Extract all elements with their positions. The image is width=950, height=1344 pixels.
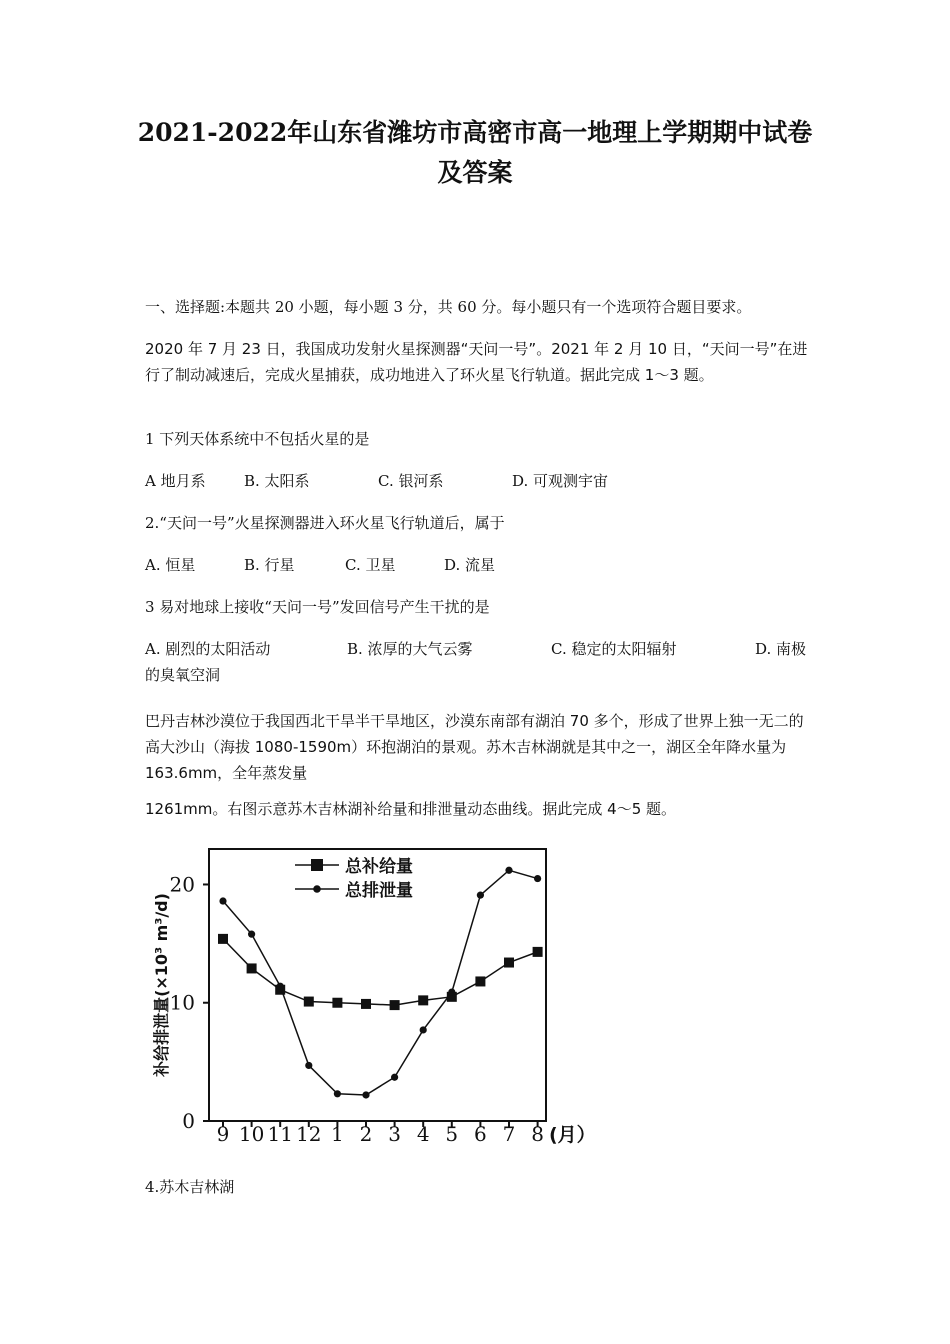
y-tick-label-1: 10 [169,990,195,1015]
discharge-point-3 [305,1062,312,1069]
section-heading: 一、选择题:本题共 20 小题，每小题 3 分，共 60 分。每小题只有一个选项符合题目要求。 [145,298,752,316]
supply-point-11 [533,947,543,957]
question-3-stem: 3 易对地球上接收“天问一号”发回信号产生干扰的是 [145,598,490,616]
supply-point-6 [390,1000,400,1010]
passage-2: 巴丹吉林沙漠位于我国西北干旱半干旱地区，沙漠东南部有湖泊 70 多个，形成了世界上独一无二的高大沙山（海拔 1080-1590m）环抱湖泊的景观。苏木吉林湖就是其中之一，湖区全年降水量为 163.6mm，全年蒸发量 [145,712,804,782]
legend-marker-supply [311,859,323,871]
series-layer [218,867,543,1099]
y-axis-label: 补给排泄量(×10³ m³/d) [152,893,171,1077]
legend-label-supply: 总补给量 [345,857,413,877]
q3-option-c: C. 稳定的太阳辐射 [551,640,677,658]
q1-option-d: D. 可观测宇宙 [512,472,609,490]
q2-option-b: B. 行星 [244,556,295,574]
discharge-point-1 [248,931,255,938]
lake-balance-chart [145,843,596,1148]
supply-point-3 [304,997,314,1007]
q1-option-b: B. 太阳系 [244,472,310,490]
x-tick-label-2: 11 [267,1122,293,1146]
y-tick-label-0: 0 [182,1109,195,1133]
document-title-line1: 2021-2022年山东省潍坊市高密市高一地理上学期期中试卷 [137,118,813,147]
supply-point-1 [247,963,257,973]
question-1-options [145,468,810,494]
question-2-stem: 2.“天问一号”火星探测器进入环火星飞行轨道后，属于 [145,514,505,532]
q3-option-b: B. 浓厚的大气云雾 [347,640,473,658]
question-3-options [145,636,810,662]
q2-option-c: C. 卫星 [345,556,396,574]
q2-option-a: A. 恒星 [145,556,196,574]
x-axis-unit: (月） [549,1124,596,1146]
discharge-point-0 [219,897,226,904]
legend-marker-discharge [313,885,321,893]
q3-option-d: D. 南极 [755,640,807,658]
x-tick-label-6: 3 [388,1122,401,1146]
supply-point-7 [418,995,428,1005]
discharge-point-10 [505,867,512,874]
q1-option-a: A 地月系 [145,472,206,490]
question-2-options [145,552,810,578]
y-tick-label-2: 20 [169,872,195,897]
discharge-point-2 [277,983,284,990]
x-tick-label-11: 8 [531,1122,544,1146]
legend [295,856,413,901]
x-tick-label-1: 10 [238,1122,265,1146]
q2-option-d: D. 流星 [444,556,496,574]
x-axis-ticks [217,1121,544,1146]
question-1-stem: 1 下列天体系统中不包括火星的是 [145,430,370,448]
discharge-point-5 [362,1091,369,1098]
document-title-line2: 及答案 [437,158,513,187]
supply-point-10 [504,958,514,968]
x-tick-label-7: 4 [416,1122,430,1146]
discharge-point-9 [477,892,484,899]
supply-point-4 [332,998,342,1008]
discharge-point-4 [334,1090,341,1097]
discharge-point-8 [448,988,455,995]
q3-option-a: A. 剧烈的太阳活动 [145,640,271,658]
discharge-point-7 [420,1026,427,1033]
discharge-point-6 [391,1074,398,1081]
x-tick-label-0: 9 [216,1122,230,1146]
passage-2-continued: 1261mm。右图示意苏木吉林湖补给量和排泄量动态曲线。据此完成 4～5 题。 [145,800,677,818]
passage-1: 2020 年 7 月 23 日，我国成功发射火星探测器“天问一号”。2021 年 2 月 10 日，“天问一号”在进行了制动减速后，完成火星捕获，成功地进入了环火星飞行轨道。据此完成 1～3 题。 [145,340,808,384]
supply-point-0 [218,934,228,944]
question-4-stem: 4.苏木吉林湖 [145,1178,235,1196]
question-3-option-d-continuation: 的臭氧空洞 [145,666,221,684]
y-axis-ticks [170,872,209,1133]
x-tick-label-5: 2 [359,1122,373,1146]
x-tick-label-10: 7 [502,1122,516,1146]
x-tick-label-4: 1 [331,1122,344,1146]
x-tick-label-9: 6 [474,1122,487,1146]
series-line-0 [223,939,538,1005]
x-tick-label-3: 12 [296,1122,322,1146]
discharge-point-11 [534,875,541,882]
x-tick-label-8: 5 [445,1122,459,1146]
q1-option-c: C. 银河系 [378,472,444,490]
legend-label-discharge: 总排泄量 [345,881,413,901]
supply-point-5 [361,999,371,1009]
supply-point-9 [475,976,485,986]
